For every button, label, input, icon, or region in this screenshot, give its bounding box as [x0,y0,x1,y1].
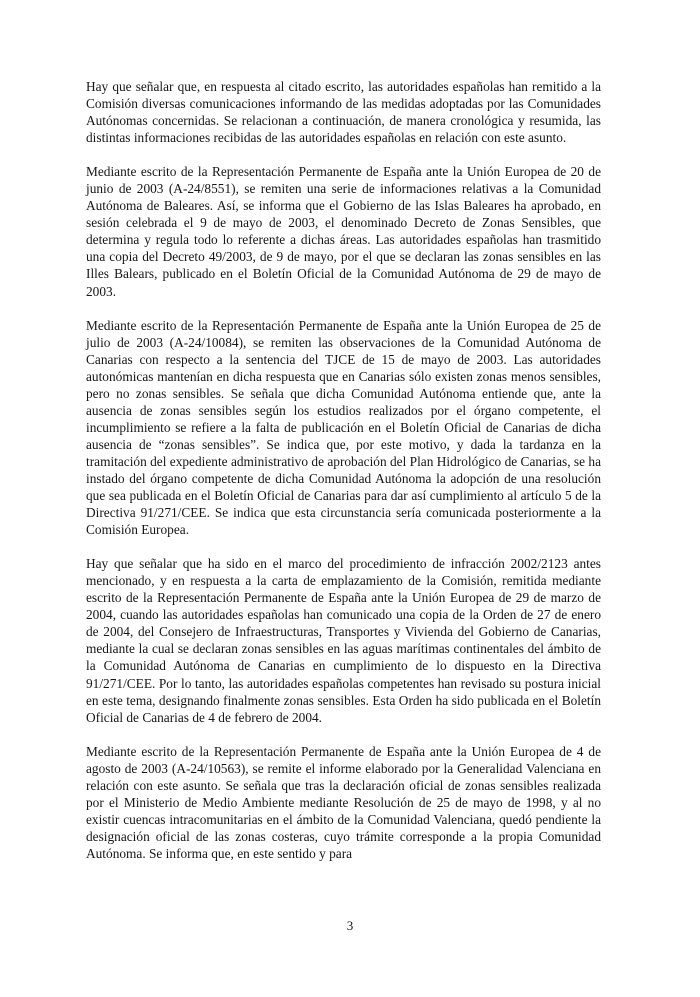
paragraph-3: Mediante escrito de la Representación Permanente de España ante la Unión Europea de 25 de julio de 2003 (A-24/10084), se remiten las observaciones de la Comunidad Autónoma de Canarias con respecto a la sentencia del TJCE de 15 de mayo de 2003. Las autoridades autonómicas mantenían en dicha respuesta que en Canarias sólo existen zonas menos sensibles, pero no zonas sensibles. Se señala que dicha Comunidad Autónoma entiende que, ante la ausencia de zonas sensibles según los estudios realizados por el órgano competente, el incumplimiento se refiere a la falta de publicación en el Boletín Oficial de Canarias de dicha ausencia de “zonas sensibles”. Se indica que, por este motivo, y dada la tardanza en la tramitación del expediente administrativo de aprobación del Plan Hidrológico de Canarias, se ha instado del órgano competente de dicha Comunidad Autónoma la adopción de una resolución que sea publicada en el Boletín Oficial de Canarias para dar así cumplimiento al artículo 5 de la Directiva 91/271/CEE. Se indica que esta circunstancia sería comunicada posteriormente a la Comisión Europea. [86,317,601,538]
paragraph-5: Mediante escrito de la Representación Permanente de España ante la Unión Europea de 4 de agosto de 2003 (A-24/10563), se remite el informe elaborado por la Generalidad Valenciana en relación con este asunto. Se señala que tras la declaración oficial de zonas sensibles realizada por el Ministerio de Medio Ambiente mediante Resolución de 25 de mayo de 1998, y al no existir cuencas intracomunitarias en el ámbito de la Comunidad Valenciana, quedó pendiente la designación oficial de las zonas costeras, cuyo trámite corresponde a la propia Comunidad Autónoma. Se informa que, en este sentido y para [86,743,601,861]
paragraph-2: Mediante escrito de la Representación Permanente de España ante la Unión Europea de 20 de junio de 2003 (A-24/8551), se remiten una serie de informaciones relativas a la Comunidad Autónoma de Baleares. Así, se informa que el Gobierno de las Islas Baleares ha aprobado, en sesión celebrada el 9 de mayo de 2003, el denominado Decreto de Zonas Sensibles, que determina y regula todo lo referente a dichas áreas. Las autoridades españolas han trasmitido una copia del Decreto 49/2003, de 9 de mayo, por el que se declaran las zonas sensibles en las Illes Balears, publicado en el Boletín Oficial de la Comunidad Autónoma de 29 de mayo de 2003. [86,164,601,299]
paragraph-1: Hay que señalar que, en respuesta al citado escrito, las autoridades españolas han remitido a la Comisión diversas comunicaciones informando de las medidas adoptadas por las Comunidades Autónomas concernidas. Se relacionan a continuación, de manera cronológica y resumida, las distintas informaciones recibidas de las autoridades españolas en relación con este asunto. [86,79,601,146]
body-text [86,78,601,879]
page-number: 3 [346,918,354,933]
paragraph-4: Hay que señalar que ha sido en el marco del procedimiento de infracción 2002/2123 antes mencionado, y en respuesta a la carta de emplazamiento de la Comisión, remitida mediante escrito de la Representación Permanente de España ante la Unión Europea de 29 de marzo de 2004, cuando las autoridades españolas han comunicado una copia de la Orden de 27 de enero de 2004, del Consejero de Infraestructuras, Transportes y Vivienda del Gobierno de Canarias, mediante la cual se declaran zonas sensibles en las aguas marítimas continentales del ámbito de la Comunidad Autónoma de Canarias en cumplimiento de lo dispuesto en la Directiva 91/271/CEE. Por lo tanto, las autoridades españolas competentes han revisado su postura inicial en este tema, designando finalmente zonas sensibles. Esta Orden ha sido publicada en el Boletín Oficial de Canarias de 4 de febrero de 2004. [86,556,601,725]
